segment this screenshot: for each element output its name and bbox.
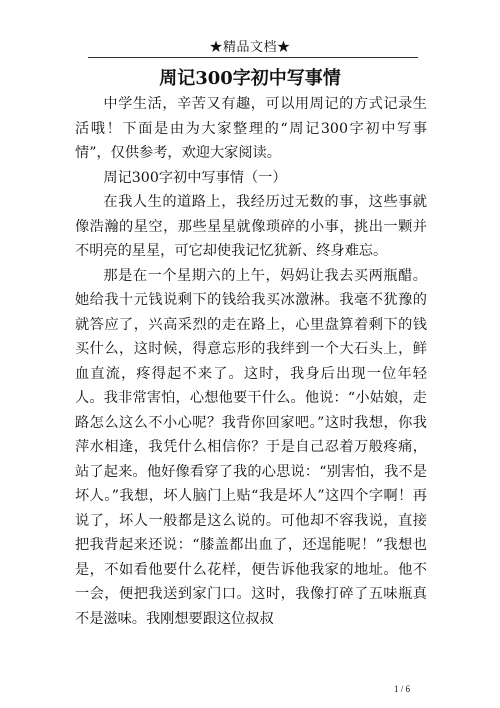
document-title: 周记300字初中写事情 [159,68,341,89]
header-rule [88,57,418,58]
body-paragraph: 那是在一个星期六的上午，妈妈让我去买两瓶醋。她给我十元钱说剩下的钱给我买冰激淋。我毫不犹豫的就答应了，兴高采烈的走在路上，心里盘算着剩下的钱买什么，这时候，得意忘形的我绊到一个大石头上，鲜血直流，疼得起不来了。这时，我身后出现一位年轻人。我非常害怕，心想他要干什么。他说：“小姑娘，走路怎么这么不小心呢？我背你回家吧。”这时我想，你我萍水相逢，我凭什么相信你？于是自己忍着万般疼痛，站了起来。他好像看穿了我的心思说：“别害怕，我不是坏人。”我想，坏人脑门上贴“我是坏人”这四个字啊！再说了，坏人一般都是这么说的。可他却不容我说，直接把我背起来还说：“膝盖都出血了，还逞能呢！”我想也是，不如看他要什么花样，便告诉他我家的地址。他不一会，便把我送到家门口。这时，我像打碎了五味瓶真不是滋味。我刚想要跟这位叔叔 [75,267,427,627]
intro-paragraph: 中学生活，辛苦又有趣，可以用周记的方式记录生活哦！下面是由为大家整理的“周记300字初中写事情”，仅供参考，欢迎大家阅读。 [75,96,427,161]
page-number: 1 / 6 [394,684,411,694]
section-heading: 周记300字初中写事情（一） [103,169,287,186]
body-paragraph: 在我人生的道路上，我经历过无数的事，这些事就像浩瀚的星空，那些星星就像琐碎的小事，挑出一颗并不明亮的星星，可它却使我记忆犹新、终身难忘。 [75,194,427,259]
document-header: ★精品文档★ [209,40,291,55]
document-body [75,92,427,631]
